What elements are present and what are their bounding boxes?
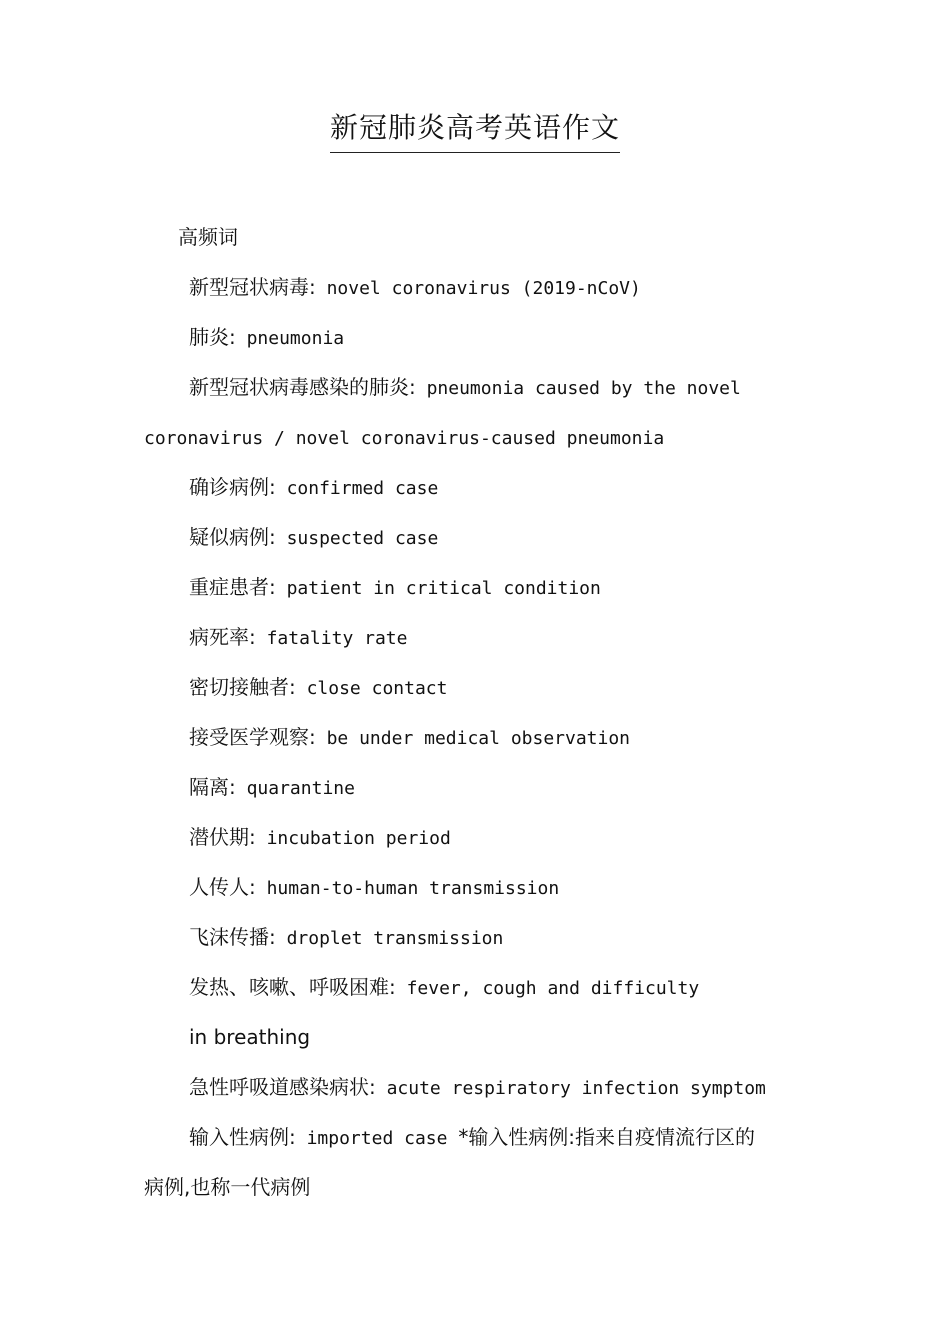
glossary-entry-symptoms bbox=[144, 962, 824, 1012]
entry-chinese-term: 急性呼吸道感染病状: bbox=[189, 1075, 376, 1099]
glossary-entry-fatality-rate bbox=[144, 612, 824, 662]
entry-english-term: close contact bbox=[295, 678, 448, 699]
entry-chinese-term: 飞沫传播: bbox=[189, 925, 276, 949]
glossary-entry-symptoms-continued bbox=[144, 1012, 824, 1062]
entry-english-term-continued: coronavirus / novel coronavirus-caused pneumonia bbox=[144, 428, 665, 449]
entry-english-term: incubation period bbox=[255, 828, 451, 849]
entry-english-term: suspected case bbox=[275, 528, 439, 549]
glossary-entry-medical-observation bbox=[144, 712, 824, 762]
entry-note-continued: 病例,也称一代病例 bbox=[144, 1175, 311, 1199]
entry-english-term: imported case bbox=[295, 1128, 459, 1149]
entry-chinese-term: 潜伏期: bbox=[189, 825, 256, 849]
entry-chinese-term: 肺炎: bbox=[189, 325, 236, 349]
document-body bbox=[144, 212, 824, 1212]
entry-chinese-term: 发热、咳嗽、呼吸困难: bbox=[189, 975, 396, 999]
glossary-entry-coronavirus-pneumonia bbox=[144, 362, 824, 412]
entry-english-term: quarantine bbox=[235, 778, 355, 799]
entry-english-term: be under medical observation bbox=[315, 728, 631, 749]
document-title: 新冠肺炎高考英语作文 bbox=[330, 110, 620, 153]
glossary-entry-suspected-case bbox=[144, 512, 824, 562]
glossary-entry-quarantine bbox=[144, 762, 824, 812]
glossary-entry-respiratory-infection bbox=[144, 1062, 824, 1112]
entry-english-term: acute respiratory infection symptom bbox=[375, 1078, 766, 1099]
entry-english-term: human-to-human transmission bbox=[255, 878, 560, 899]
entry-chinese-term: 疑似病例: bbox=[189, 525, 276, 549]
entry-english-term: fatality rate bbox=[255, 628, 408, 649]
entry-english-term: pneumonia caused by the novel bbox=[415, 378, 741, 399]
entry-chinese-term: 密切接触者: bbox=[189, 675, 296, 699]
glossary-entry-imported-case bbox=[144, 1112, 824, 1162]
glossary-entry-novel-coronavirus bbox=[144, 262, 824, 312]
entry-english-term: patient in critical condition bbox=[275, 578, 601, 599]
entry-chinese-term: 确诊病例: bbox=[189, 475, 276, 499]
entry-chinese-term: 病死率: bbox=[189, 625, 256, 649]
entry-english-term-continued: in breathing bbox=[189, 1025, 311, 1049]
entry-chinese-term: 新型冠状病毒感染的肺炎: bbox=[189, 375, 416, 399]
entry-chinese-term: 输入性病例: bbox=[189, 1125, 296, 1149]
entry-english-term: novel coronavirus (2019-nCoV) bbox=[315, 278, 641, 299]
section-heading: 高频词 bbox=[178, 225, 238, 249]
entry-chinese-term: 新型冠状病毒: bbox=[189, 275, 316, 299]
entry-english-term: confirmed case bbox=[275, 478, 439, 499]
glossary-entry-close-contact bbox=[144, 662, 824, 712]
title-container bbox=[0, 110, 950, 153]
glossary-entry-pneumonia bbox=[144, 312, 824, 362]
glossary-entry-confirmed-case bbox=[144, 462, 824, 512]
entry-chinese-term: 隔离: bbox=[189, 775, 236, 799]
entry-english-term: pneumonia bbox=[235, 328, 345, 349]
glossary-entry-droplet-transmission bbox=[144, 912, 824, 962]
entry-english-term: droplet transmission bbox=[275, 928, 504, 949]
entry-chinese-term: 重症患者: bbox=[189, 575, 276, 599]
glossary-entry-critical-patient bbox=[144, 562, 824, 612]
glossary-entry-human-transmission bbox=[144, 862, 824, 912]
entry-english-term: fever, cough and difficulty bbox=[395, 978, 700, 999]
glossary-entry-incubation-period bbox=[144, 812, 824, 862]
entry-note: *输入性病例:指来自疫情流行区的 bbox=[458, 1125, 756, 1149]
entry-chinese-term: 人传人: bbox=[189, 875, 256, 899]
glossary-entry-imported-case-continued bbox=[144, 1162, 824, 1212]
glossary-entry-coronavirus-pneumonia-continued bbox=[144, 412, 824, 462]
entry-chinese-term: 接受医学观察: bbox=[189, 725, 316, 749]
